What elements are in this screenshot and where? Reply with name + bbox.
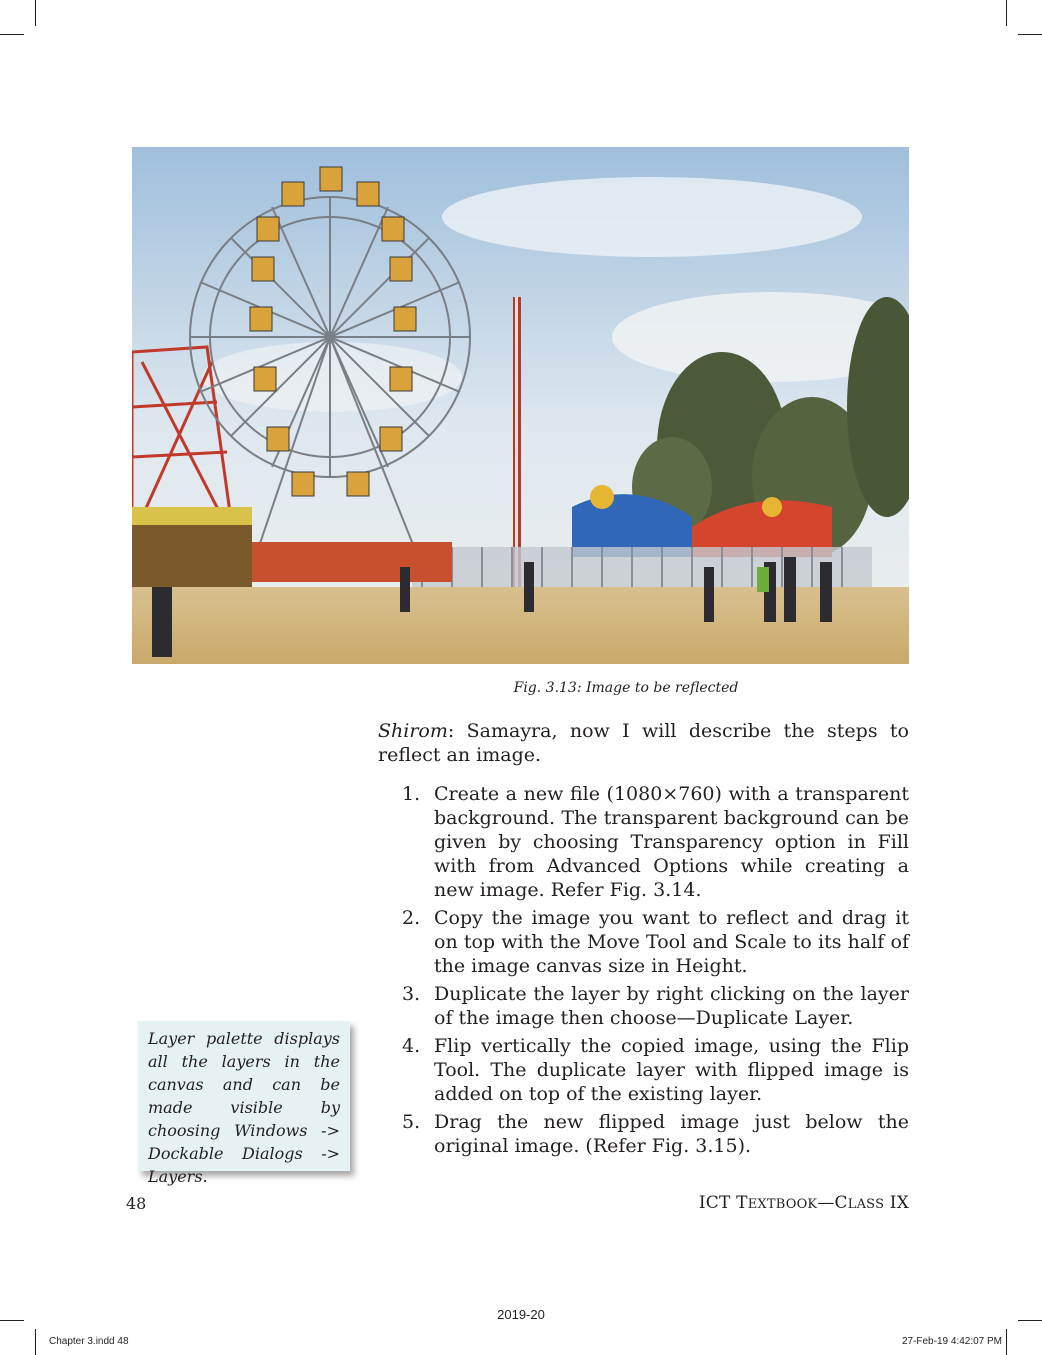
intro-paragraph	[378, 719, 909, 767]
running-title	[699, 1193, 909, 1213]
crop-mark	[1006, 0, 1007, 26]
fairground-photo	[132, 147, 909, 664]
sidenote-text: Layer palette displays all the layers in the canvas and can be made visible by choosing Windows -> Dockable Dialogs -> Layers.	[148, 1029, 340, 1186]
running-title-dash: —C	[817, 1193, 848, 1213]
intro-speaker: Shirom	[378, 720, 448, 742]
step-number: 5.	[402, 1111, 421, 1133]
intro-text: : Samayra, now I will describe the steps to reflect an image.	[378, 720, 909, 766]
step-number: 1.	[402, 783, 421, 805]
list-item	[378, 1034, 909, 1106]
step-text: Flip vertically the copied image, using the Flip Tool. The duplicate layer with flipped image is added on top of the existing layer.	[434, 1035, 909, 1105]
list-item	[378, 1110, 909, 1158]
running-title-smallcaps: LASS	[847, 1197, 885, 1212]
step-number: 3.	[402, 983, 421, 1005]
page-number: 48	[126, 1194, 147, 1213]
edition-year: 2019-20	[497, 1307, 545, 1322]
running-title-prefix: ICT T	[698, 1193, 748, 1213]
step-text: Duplicate the layer by right clicking on the layer of the image then choose—Duplicate Layer.	[434, 983, 909, 1029]
running-title-suffix: IX	[884, 1193, 909, 1213]
crop-mark	[1018, 34, 1042, 35]
slug-timestamp: 27-Feb-19 4:42:07 PM	[901, 1336, 1002, 1347]
slug-filename: Chapter 3.indd 48	[49, 1336, 129, 1347]
step-text: Drag the new flipped image just below the original image. (Refer Fig. 3.15).	[434, 1111, 909, 1157]
crop-mark	[1006, 1329, 1007, 1355]
step-text: Create a new file (1080×760) with a transparent background. The transparent background can be given by choosing Transparency option in Fill with from Advanced Options while creating a new image. Refer Fig. 3.14.	[434, 783, 909, 901]
step-text: Copy the image you want to reflect and drag it on top with the Move Tool and Scale to its half of the image canvas size in Height.	[434, 907, 909, 977]
running-title-smallcaps: EXTBOOK	[747, 1197, 818, 1212]
step-number: 4.	[402, 1035, 421, 1057]
list-item	[378, 782, 909, 902]
crop-mark	[35, 1329, 36, 1355]
figure-caption: Fig. 3.13: Image to be reflected	[513, 680, 739, 696]
list-item	[378, 982, 909, 1030]
crop-mark	[0, 34, 24, 35]
crop-mark	[35, 0, 36, 26]
list-item	[378, 906, 909, 978]
step-number: 2.	[402, 907, 421, 929]
steps-list	[378, 782, 909, 1162]
sidenote-box	[138, 1021, 350, 1186]
